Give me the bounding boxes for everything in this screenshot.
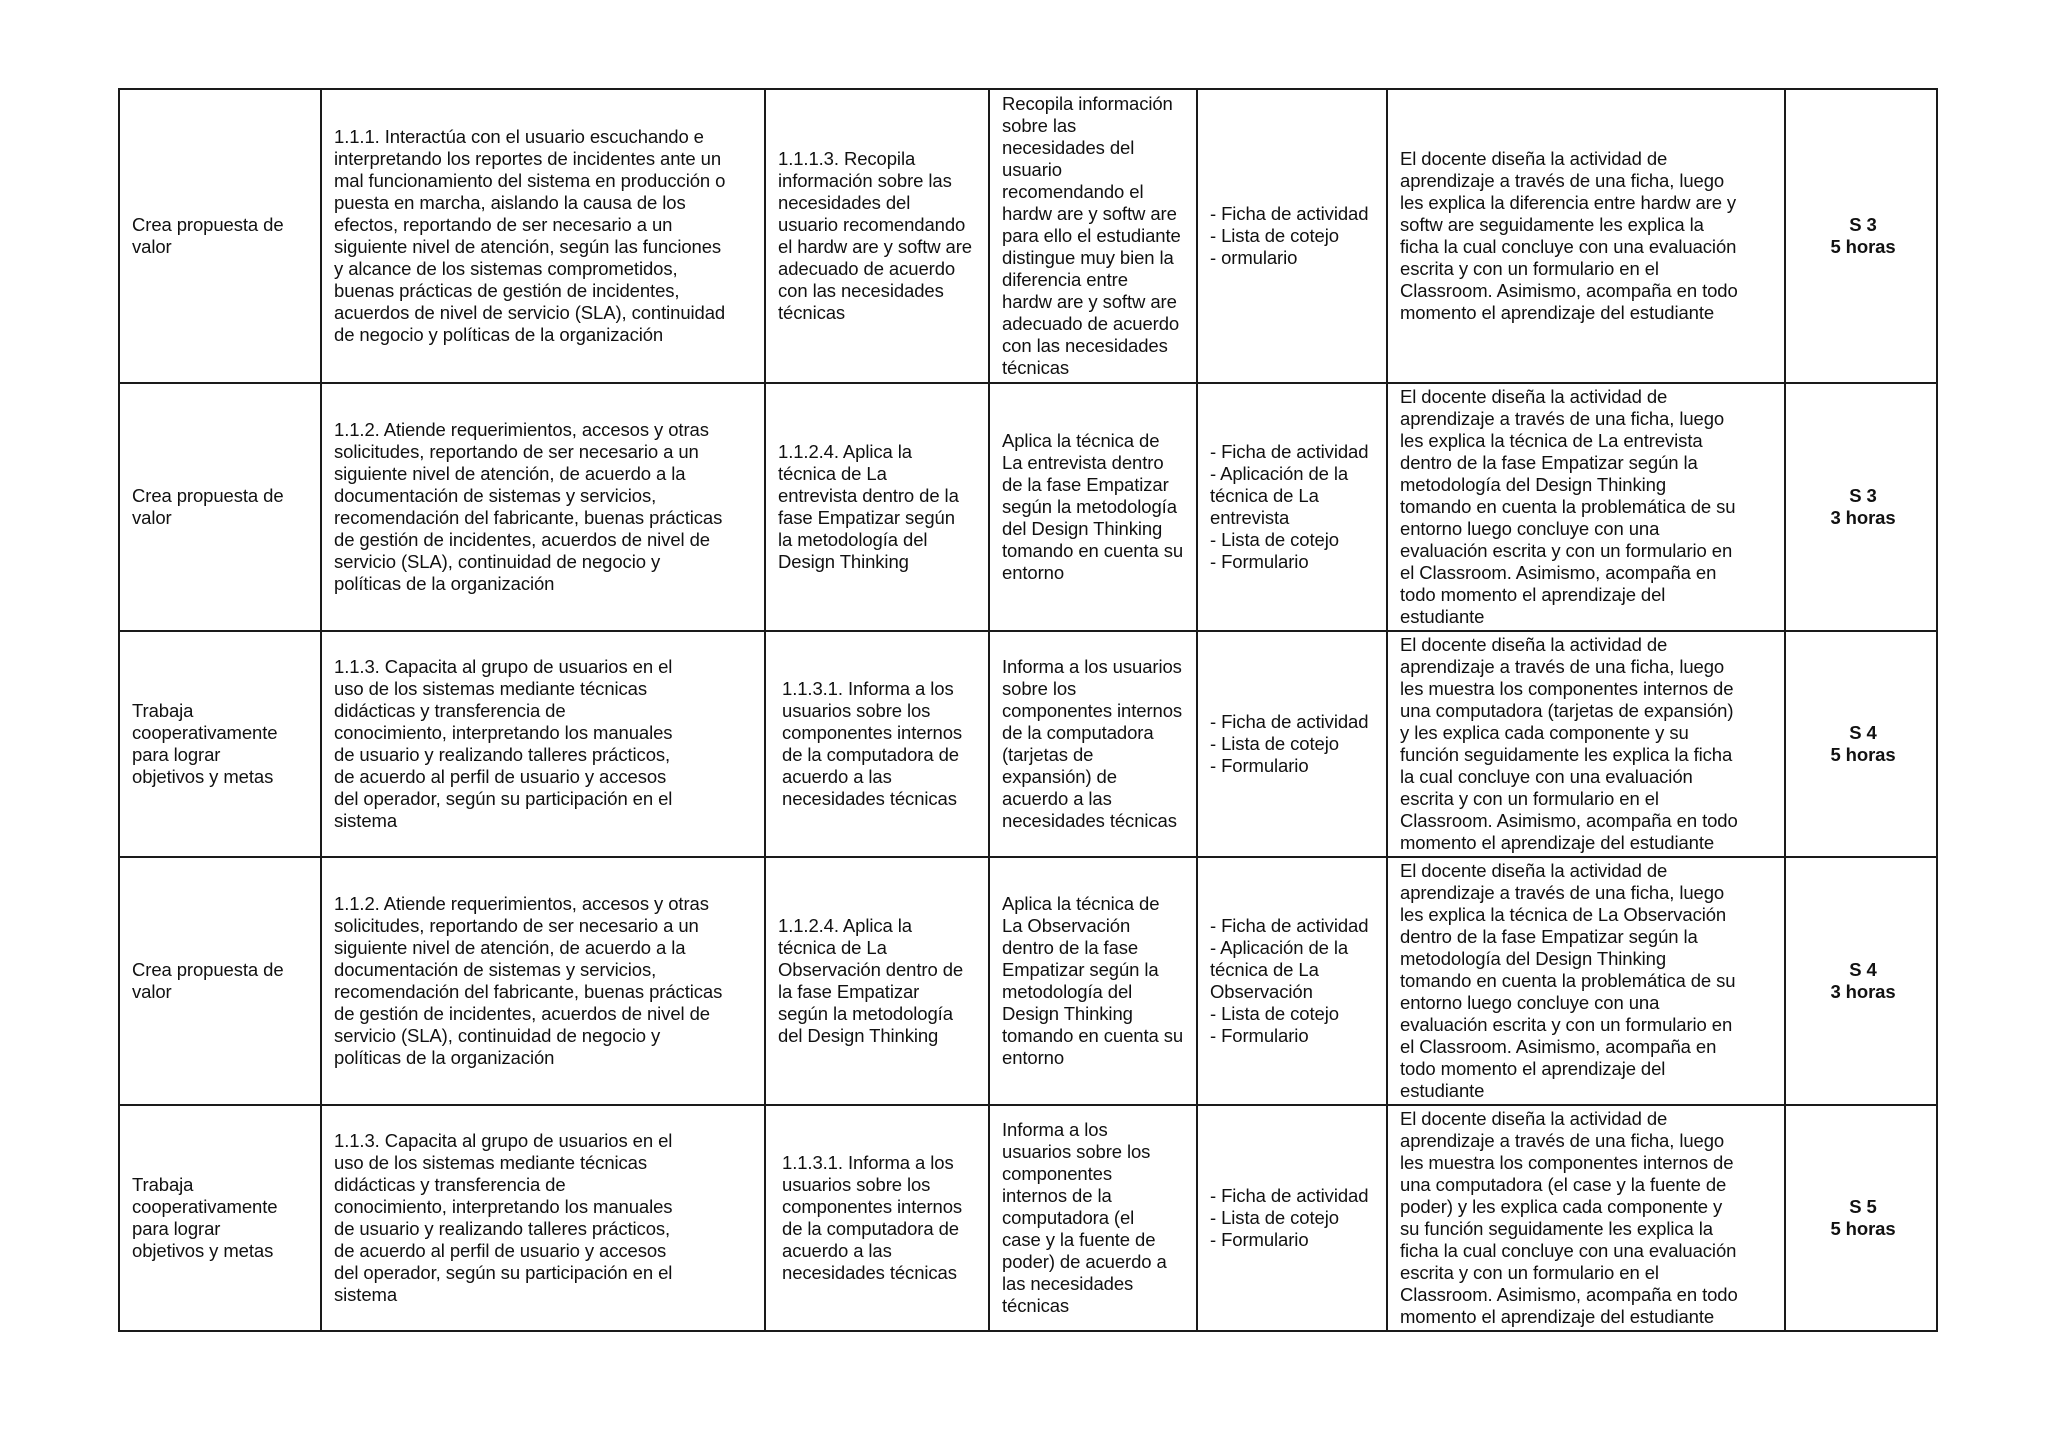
semana-cell bbox=[1785, 1105, 1937, 1331]
horas-label: 5 horas bbox=[1830, 1218, 1896, 1239]
capacidad-cell: 1.1.3. Capacita al grupo de usuarios en el uso de los sistemas mediante técnicas didácticas y transferencia de conocimiento, interpretando los manuales de usuario y realizando talleres prácticos, de acuerdo al perfil de usuario y accesos del operador, según su participación en el sistema bbox=[321, 1105, 765, 1331]
capacidad-cell: 1.1.2. Atiende requerimientos, accesos y otras solicitudes, reportando de ser necesario a un siguiente nivel de atención, de acuerdo a la documentación de sistemas y servicios, recomendación del fabricante, buenas prácticas de gestión de incidentes, acuerdos de nivel de servicio (SLA), continuidad de negocio y políticas de la organización bbox=[321, 383, 765, 631]
semana-label: S 5 bbox=[1849, 1196, 1877, 1217]
semana-cell bbox=[1785, 383, 1937, 631]
horas-label: 5 horas bbox=[1830, 236, 1896, 257]
desempeno-cell: Informa a los usuarios sobre los componentes internos de la computadora (tarjetas de expansión) de acuerdo a las necesidades técnicas bbox=[989, 631, 1197, 857]
estrategia-cell: El docente diseña la actividad de aprendizaje a través de una ficha, luego les muestra los componentes internos de una computadora (el case y la fuente de poder) y les explica cada componente y su función seguidamente les explica la ficha la cual concluye con una evaluación escrita y con un formulario en el Classroom. Asimismo, acompaña en todo momento el aprendizaje del estudiante bbox=[1387, 1105, 1785, 1331]
desempeno-cell: Informa a los usuarios sobre los componentes internos de la computadora (el case y la fuente de poder) de acuerdo a las necesidades técnicas bbox=[989, 1105, 1197, 1331]
capacidad-cell: 1.1.2. Atiende requerimientos, accesos y otras solicitudes, reportando de ser necesario a un siguiente nivel de atención, de acuerdo a la documentación de sistemas y servicios, recomendación del fabricante, buenas prácticas de gestión de incidentes, acuerdos de nivel de servicio (SLA), continuidad de negocio y políticas de la organización bbox=[321, 857, 765, 1105]
semana-cell bbox=[1785, 89, 1937, 383]
semana-cell bbox=[1785, 631, 1937, 857]
desempeno-cell: Aplica la técnica de La entrevista dentro de la fase Empatizar según la metodología del Design Thinking tomando en cuenta su entorno bbox=[989, 383, 1197, 631]
indicador-cell: 1.1.1.3. Recopila información sobre las necesidades del usuario recomendando el hardw are y softw are adecuado de acuerdo con las necesidades técnicas bbox=[765, 89, 989, 383]
desempeno-cell: Aplica la técnica de La Observación dentro de la fase Empatizar según la metodología del Design Thinking tomando en cuenta su entorno bbox=[989, 857, 1197, 1105]
estrategia-cell: El docente diseña la actividad de aprendizaje a través de una ficha, luego les muestra los componentes internos de una computadora (tarjetas de expansión) y les explica cada componente y su función seguidamente les explica la ficha la cual concluye con una evaluación escrita y con un formulario en el Classroom. Asimismo, acompaña en todo momento el aprendizaje del estudiante bbox=[1387, 631, 1785, 857]
instrumentos-cell: - Ficha de actividad - Aplicación de la técnica de La Observación - Lista de cotejo - Formulario bbox=[1197, 857, 1387, 1105]
table-row bbox=[119, 1105, 1937, 1331]
instrumentos-cell: - Ficha de actividad - Lista de cotejo - ormulario bbox=[1197, 89, 1387, 383]
instrumentos-cell: - Ficha de actividad - Lista de cotejo - Formulario bbox=[1197, 1105, 1387, 1331]
capacidad-cell: 1.1.1. Interactúa con el usuario escuchando e interpretando los reportes de incidentes ante un mal funcionamiento del sistema en producción o puesta en marcha, aislando la causa de los efectos, reportando de ser necesario a un siguiente nivel de atención, según las funciones y alcance de los sistemas comprometidos, buenas prácticas de gestión de incidentes, acuerdos de nivel de servicio (SLA), continuidad de negocio y políticas de la organización bbox=[321, 89, 765, 383]
horas-label: 3 horas bbox=[1830, 507, 1896, 528]
document-page bbox=[118, 88, 1936, 1332]
semana-label: S 3 bbox=[1849, 214, 1877, 235]
indicador-cell: 1.1.2.4. Aplica la técnica de La entrevista dentro de la fase Empatizar según la metodología del Design Thinking bbox=[765, 383, 989, 631]
competencia-cell: Trabaja cooperativamente para lograr objetivos y metas bbox=[119, 631, 321, 857]
competencia-cell: Crea propuesta de valor bbox=[119, 383, 321, 631]
table-row bbox=[119, 631, 1937, 857]
horas-label: 3 horas bbox=[1830, 981, 1896, 1002]
semana-label: S 3 bbox=[1849, 485, 1877, 506]
indicador-cell: 1.1.3.1. Informa a los usuarios sobre los componentes internos de la computadora de acuerdo a las necesidades técnicas bbox=[765, 631, 989, 857]
estrategia-cell: El docente diseña la actividad de aprendizaje a través de una ficha, luego les explica la técnica de La entrevista dentro de la fase Empatizar según la metodología del Design Thinking tomando en cuenta la problemática de su entorno luego concluye con una evaluación escrita y con un formulario en el Classroom. Asimismo, acompaña en todo momento el aprendizaje del estudiante bbox=[1387, 383, 1785, 631]
competencia-cell: Crea propuesta de valor bbox=[119, 857, 321, 1105]
semana-label: S 4 bbox=[1849, 959, 1877, 980]
estrategia-cell: El docente diseña la actividad de aprendizaje a través de una ficha, luego les explica la diferencia entre hardw are y softw are seguidamente les explica la ficha la cual concluye con una evaluación escrita y con un formulario en el Classroom. Asimismo, acompaña en todo momento el aprendizaje del estudiante bbox=[1387, 89, 1785, 383]
semana-label: S 4 bbox=[1849, 722, 1877, 743]
capacidad-cell: 1.1.3. Capacita al grupo de usuarios en el uso de los sistemas mediante técnicas didácticas y transferencia de conocimiento, interpretando los manuales de usuario y realizando talleres prácticos, de acuerdo al perfil de usuario y accesos del operador, según su participación en el sistema bbox=[321, 631, 765, 857]
indicador-cell: 1.1.3.1. Informa a los usuarios sobre los componentes internos de la computadora de acuerdo a las necesidades técnicas bbox=[765, 1105, 989, 1331]
desempeno-cell: Recopila información sobre las necesidades del usuario recomendando el hardw are y softw are para ello el estudiante distingue muy bien la diferencia entre hardw are y softw are adecuado de acuerdo con las necesidades técnicas bbox=[989, 89, 1197, 383]
competencia-cell: Trabaja cooperativamente para lograr objetivos y metas bbox=[119, 1105, 321, 1331]
table-row bbox=[119, 383, 1937, 631]
table-row bbox=[119, 857, 1937, 1105]
semana-cell bbox=[1785, 857, 1937, 1105]
competencia-cell: Crea propuesta de valor bbox=[119, 89, 321, 383]
indicador-cell: 1.1.2.4. Aplica la técnica de La Observación dentro de la fase Empatizar según la metodología del Design Thinking bbox=[765, 857, 989, 1105]
lesson-plan-table bbox=[118, 88, 1938, 1332]
horas-label: 5 horas bbox=[1830, 744, 1896, 765]
estrategia-cell: El docente diseña la actividad de aprendizaje a través de una ficha, luego les explica la técnica de La Observación dentro de la fase Empatizar según la metodología del Design Thinking tomando en cuenta la problemática de su entorno luego concluye con una evaluación escrita y con un formulario en el Classroom. Asimismo, acompaña en todo momento el aprendizaje del estudiante bbox=[1387, 857, 1785, 1105]
instrumentos-cell: - Ficha de actividad - Lista de cotejo - Formulario bbox=[1197, 631, 1387, 857]
instrumentos-cell: - Ficha de actividad - Aplicación de la técnica de La entrevista - Lista de cotejo - Formulario bbox=[1197, 383, 1387, 631]
table-row bbox=[119, 89, 1937, 383]
